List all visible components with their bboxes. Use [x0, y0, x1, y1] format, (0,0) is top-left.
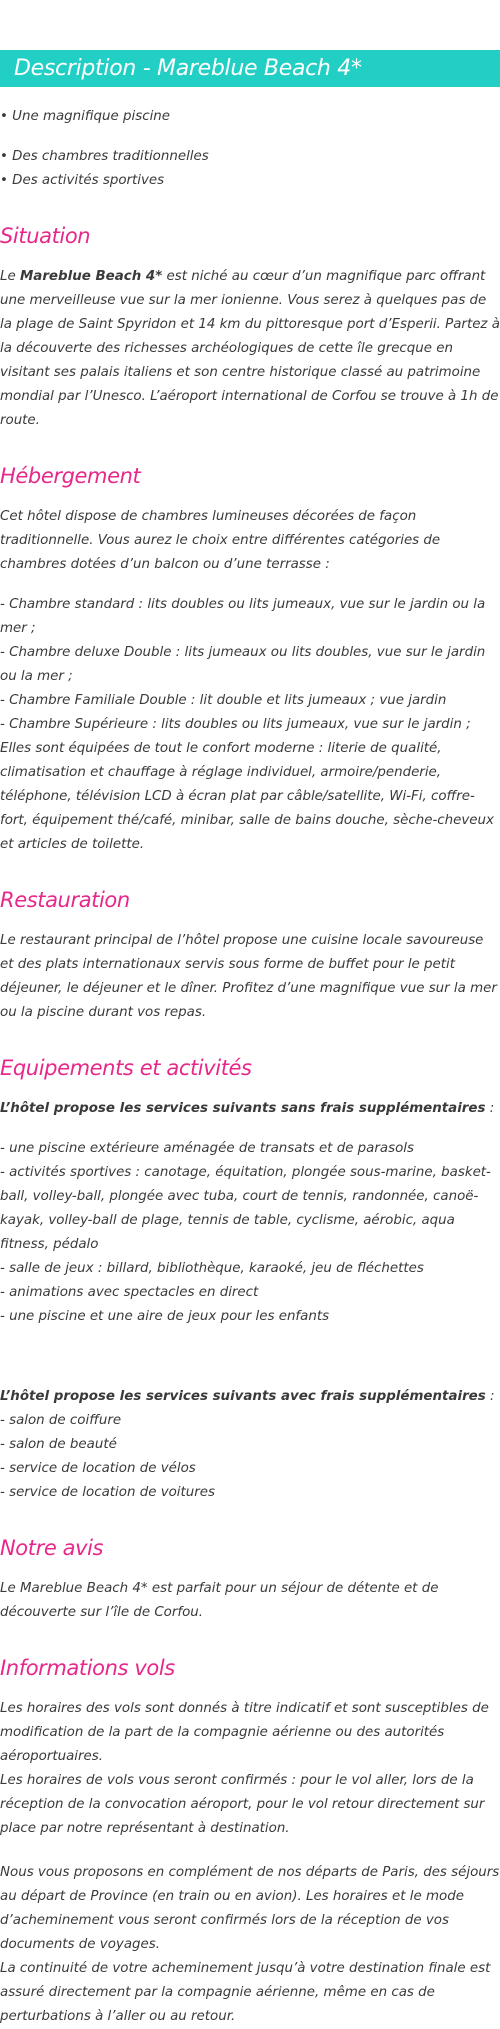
- hotel-name: Mareblue Beach 4*: [19, 269, 163, 284]
- highlight-item: • Une magnifique piscine: [0, 109, 171, 124]
- service-item: - animations avec spectacles en direct: [0, 1285, 259, 1300]
- section-situation: [0, 221, 500, 433]
- room-item: - Chambre standard : lits doubles ou lits jumeaux, vue sur le jardin ou la mer ;: [0, 597, 486, 636]
- section-avis: [0, 1533, 500, 1625]
- room-item: - Chambre deluxe Double : lits jumeaux ou lits doubles, vue sur le jardin ou la mer ;: [0, 645, 486, 684]
- hebergement-intro: Cet hôtel dispose de chambres lumineuses décorées de façon traditionnelle. Vous aurez le choix entre différentes catégories de chambres dotées d’un balcon ou d’une terrasse :: [0, 509, 441, 572]
- paid-services-heading: L’hôtel propose les services suivants avec frais supplémentaires :: [0, 1389, 495, 1404]
- highlight-item: • Des chambres traditionnelles: [0, 149, 209, 164]
- section-vols: [0, 1653, 500, 2029]
- service-item: - salle de jeux : billard, bibliothèque, karaoké, jeu de fléchettes: [0, 1261, 424, 1276]
- vols-paragraph: Les horaires de vols vous seront confirmés : pour le vol aller, lors de la réception de la convocation aéroport, pour le vol retour directement sur place par notre représentant à destination.: [0, 1773, 485, 1836]
- page-title: Description - Mareblue Beach 4*: [14, 56, 362, 81]
- section-restauration: [0, 885, 500, 1025]
- section-hebergement: [0, 461, 500, 857]
- free-services-heading: L’hôtel propose les services suivants sans frais supplémentaires :: [0, 1101, 495, 1116]
- comfort-text: Elles sont équipées de tout le confort moderne : literie de qualité, climatisation et chauffage à réglage individuel, armoire/penderie, téléphone, télévision LCD à écran plat par câble/satellite, Wi-Fi, coffre-fort, équipement thé/café, minibar, salle de bains douche, sèche-cheveux et articles de toilette.: [0, 741, 494, 852]
- section-title: Situation: [0, 224, 91, 248]
- service-item: - service de location de vélos: [0, 1461, 196, 1476]
- service-item: - activités sportives : canotage, équitation, plongée sous-marine, basket-ball, volley-ball, plongée avec tuba, court de tennis, randonnée, canoë-kayak, volley-ball de plage, tennis de table, cyclisme, aérobic, aqua fitness, pédalo: [0, 1165, 491, 1252]
- vols-paragraph: Nous vous proposons en complément de nos départs de Paris, des séjours au départ de Province (en train ou en avion). Les horaires et le mode d’acheminement vous seront confirmés lors de la réception de vos documents de voyages.: [0, 1865, 500, 1952]
- vols-paragraph: Les horaires des vols sont donnés à titre indicatif et sont susceptibles de modification de la part de la compagnie aérienne ou des autorités aéroportuaires.: [0, 1701, 489, 1764]
- service-item: - salon de beauté: [0, 1437, 117, 1452]
- intro-highlights: [0, 105, 500, 193]
- service-item: - service de location de voitures: [0, 1485, 215, 1500]
- service-item: - une piscine extérieure aménagée de transats et de parasols: [0, 1141, 414, 1156]
- section-title: Notre avis: [0, 1536, 104, 1560]
- vols-paragraph: La continuité de votre acheminement jusqu’à votre destination finale est assuré directement par la compagnie aérienne, même en cas de perturbations à l’aller ou au retour.: [0, 1961, 491, 2024]
- service-item: - salon de coiffure: [0, 1413, 122, 1428]
- section-title: Restauration: [0, 888, 130, 912]
- service-item: - une piscine et une aire de jeux pour les enfants: [0, 1309, 330, 1324]
- room-item: - Chambre Familiale Double : lit double et lits jumeaux ; vue jardin: [0, 693, 447, 708]
- restauration-text: Le restaurant principal de l’hôtel propose une cuisine locale savoureuse et des plats internationaux servis sous forme de buffet pour le petit déjeuner, le déjeuner et le dîner. Profitez d’une magnifique vue sur la mer ou la piscine durant vos repas.: [0, 933, 497, 1020]
- situation-text: Le Mareblue Beach 4* est niché au cœur d’un magnifique parc offrant une merveilleuse vue sur la mer ionienne. Vous serez à quelques pas de la plage de Saint Spyridon et 14 km du pittoresque port d’Esperii. Partez à la découverte des richesses archéologiques de cette île grecque en visitant ses palais italiens et son centre historique classé au patrimoine mondial par l’Unesco. L’aéroport international de Corfou se trouve à 1h de route.: [0, 269, 500, 428]
- description-banner: [0, 50, 500, 87]
- room-item: - Chambre Supérieure : lits doubles ou lits jumeaux, vue sur le jardin ;: [0, 717, 471, 732]
- section-equipements: [0, 1053, 500, 1505]
- section-title: Hébergement: [0, 464, 141, 488]
- section-title: Equipements et activités: [0, 1056, 252, 1080]
- avis-text: Le Mareblue Beach 4* est parfait pour un séjour de détente et de découverte sur l’île de Corfou.: [0, 1581, 439, 1620]
- highlight-item: • Des activités sportives: [0, 173, 165, 188]
- section-title: Informations vols: [0, 1656, 175, 1680]
